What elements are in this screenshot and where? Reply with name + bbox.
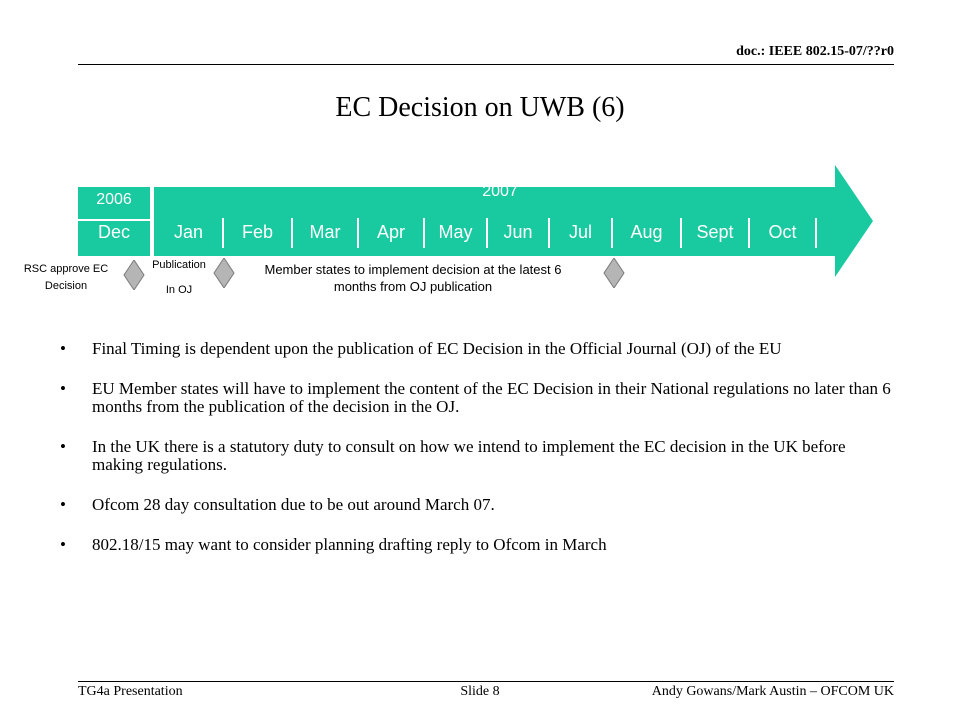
document-id: doc.: IEEE 802.15-07/??r0 [736, 44, 894, 59]
month-may: May [438, 222, 473, 242]
month-dec: Dec [97, 222, 130, 242]
milestone-label-publication-line2: In OJ [165, 284, 193, 296]
bullet-item [60, 496, 900, 514]
bullet-dot-icon: • [60, 339, 66, 358]
footer-rule [78, 681, 894, 682]
bullet-text: In the UK there is a statutory duty to consult on how we intend to implement the EC decision in the UK before making regulations. [92, 437, 846, 474]
bullet-list [60, 340, 900, 576]
bullet-item [60, 438, 900, 474]
bullet-text: EU Member states will have to implement the content of the EC Decision in their National regulations no later than 6 months from the publication of the decision in the OJ. [92, 379, 891, 416]
milestone-label-rsc: RSC approve EC Decision [23, 263, 109, 292]
year-label-2006: 2006 [96, 191, 132, 208]
month-oct: Oct [768, 222, 797, 242]
slide-title: EC Decision on UWB (6) [335, 92, 625, 123]
month-sept: Sept [696, 222, 734, 242]
bullet-text: Ofcom 28 day consultation due to be out around March 07. [92, 495, 495, 514]
month-feb: Feb [241, 222, 274, 242]
bullet-item [60, 340, 900, 358]
month-mar: Mar [309, 222, 341, 242]
footer-left: TG4a Presentation [78, 684, 183, 699]
bullet-dot-icon: • [60, 535, 66, 554]
month-jan: Jan [173, 222, 204, 242]
bullet-dot-icon: • [60, 495, 66, 514]
bullet-text: 802.18/15 may want to consider planning drafting reply to Ofcom in March [92, 535, 607, 554]
footer-slide-number: Slide 8 [460, 684, 500, 699]
bullet-text: Final Timing is dependent upon the publication of EC Decision in the Official Journal (OJ) of the EU [92, 339, 782, 358]
month-jul: Jul [568, 222, 592, 242]
milestone-label-publication-line1: Publication [152, 259, 206, 271]
milestone-label-member-states: Member states to implement decision at the latest 6 months from OJ publication [264, 262, 562, 294]
milestone-diamond-implementation [603, 258, 625, 288]
bullet-dot-icon: • [60, 379, 66, 398]
footer-right: Andy Gowans/Mark Austin – OFCOM UK [651, 684, 894, 699]
month-apr: Apr [376, 222, 405, 242]
bullet-item [60, 380, 900, 416]
bullet-dot-icon: • [60, 437, 66, 456]
year-label-2007: 2007 [482, 183, 518, 200]
month-aug: Aug [630, 222, 663, 242]
month-jun: Jun [503, 222, 533, 242]
bullet-item [60, 536, 900, 554]
